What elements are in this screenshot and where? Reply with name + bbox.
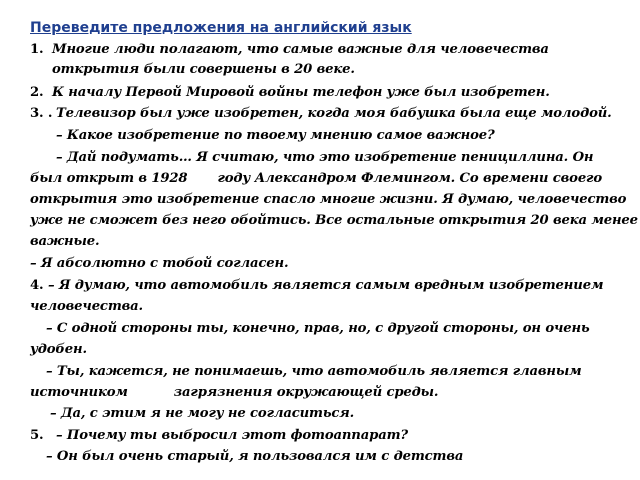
dialogue-line-2-b-part-2: году Александром Флемингом. Со времени своего (217, 171, 602, 186)
item-number-5: 5. (30, 428, 44, 443)
sentence-3-text: Телевизор был уже изобретен, когда моя бабушка была еще молодой. (56, 106, 612, 121)
item-number-1: 1. (30, 42, 44, 57)
dialogue-line-5-a: – Ты, кажется, не понимаешь, что автомобиль является главным (46, 364, 582, 379)
dialogue-line-5-b (30, 385, 438, 400)
sentence-1-text-a: Многие люди полагают, что самые важные для человечества (52, 42, 549, 57)
dialogue-line-5-b-part-2: загрязнения окружающей среды. (173, 385, 439, 400)
dialogue-line-4-a: – С одной стороны ты, конечно, прав, но, с другой стороны, он очень (46, 321, 590, 336)
dialogue-line-2-d: уже не сможет без него обойтись. Все остальные открытия 20 века менее (30, 213, 638, 228)
dialogue-line-2-e: важные. (30, 234, 100, 249)
sentence-1-line-1 (30, 42, 549, 57)
dialogue-line-5-b-part-1: источником (30, 385, 128, 400)
item-number-3: 3. . (30, 106, 53, 121)
dialogue-line-3: – Я абсолютно с тобой согласен. (30, 256, 289, 271)
dialogue-line-2-b-part-1: был открыт в 1928 (30, 171, 188, 186)
dialogue-line-6: – Да, с этим я не могу не согласиться. (50, 406, 355, 421)
sentence-3 (30, 106, 612, 121)
dialogue-line-4-b: удобен. (30, 342, 87, 357)
dialogue-line-7: – Он был очень старый, я пользовался им с детства (46, 449, 464, 464)
dialogue-line-2-c: открытия это изобретение спасло многие жизни. Я думаю, человечество (30, 192, 627, 207)
sentence-1-line-2: открытия были совершены в 20 веке. (52, 62, 355, 77)
sentence-4-text: – Я думаю, что автомобиль является самым вредным изобретением (48, 278, 604, 293)
dialogue-line-2-a: – Дай подумать… Я считаю, что это изобретение пенициллина. Он (56, 150, 594, 165)
sentence-4-line-1 (30, 278, 603, 293)
item-number-4: 4. (30, 278, 44, 293)
sentence-2 (30, 85, 550, 100)
task-heading: Переведите предложения на английский язык (30, 20, 412, 36)
sentence-4-line-2: человечества. (30, 299, 143, 314)
sentence-2-text: К началу Первой Мировой войны телефон уже был изобретен. (52, 85, 550, 100)
dialogue-line-2-b (30, 171, 602, 186)
sentence-5-text: – Почему ты выбросил этот фотоаппарат? (56, 428, 408, 443)
dialogue-line-1: – Какое изобретение по твоему мнению самое важное? (56, 128, 495, 143)
sentence-5 (30, 428, 408, 443)
item-number-2: 2. (30, 85, 44, 100)
